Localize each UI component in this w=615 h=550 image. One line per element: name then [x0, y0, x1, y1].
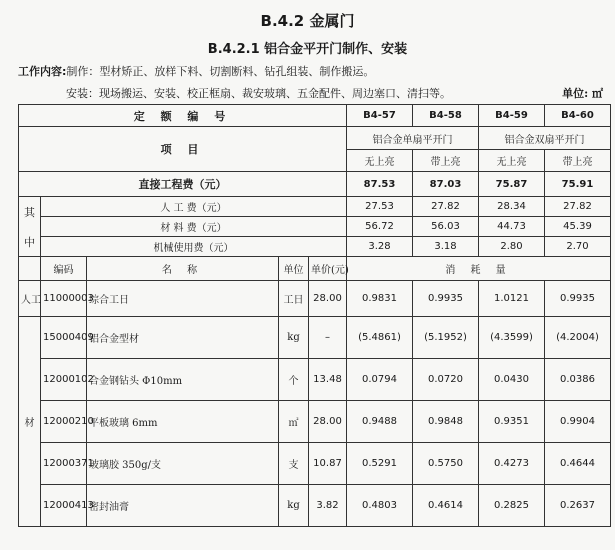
resource-unit: kg — [279, 317, 309, 359]
resource-price: 13.48 — [309, 359, 347, 401]
group-header-double: 铝合金双扇平开门 — [479, 127, 611, 150]
qizhong-char-2: 中 — [24, 235, 35, 249]
resource-code: 15000409 — [41, 317, 87, 359]
resource-name: 合金钢钻头 Φ10mm — [87, 359, 279, 401]
quota-code-label: 定 额 编 号 — [19, 105, 347, 127]
resource-price: 10.87 — [309, 443, 347, 485]
direct-cost-value: 75.87 — [479, 172, 545, 197]
labor-cost-value: 27.53 — [347, 197, 413, 217]
consumption-value: (5.4861) — [347, 317, 413, 359]
consumption-value: 0.9351 — [479, 401, 545, 443]
resource-unit: 个 — [279, 359, 309, 401]
col-header-price: 单价(元) — [309, 257, 347, 281]
direct-cost-value: 75.91 — [545, 172, 611, 197]
resource-code: 12000210 — [41, 401, 87, 443]
consumption-value: 0.2637 — [545, 485, 611, 527]
quota-table — [18, 104, 611, 527]
labor-cost-value: 28.34 — [479, 197, 545, 217]
work-content-line-1 — [18, 63, 374, 79]
labor-cost-value: 27.82 — [545, 197, 611, 217]
material-cost-value: 44.73 — [479, 217, 545, 237]
resource-price: – — [309, 317, 347, 359]
sub-header: 带上亮 — [545, 150, 611, 172]
material-cost-value: 56.03 — [413, 217, 479, 237]
consumption-value: 0.4803 — [347, 485, 413, 527]
resource-name: 铝合金型材 — [87, 317, 279, 359]
empty-cell — [19, 257, 41, 281]
work-content-label: 工作内容: — [18, 65, 67, 78]
consumption-value: 0.9848 — [413, 401, 479, 443]
resource-name: 玻璃胶 350g/支 — [87, 443, 279, 485]
consumption-value: 0.4644 — [545, 443, 611, 485]
consumption-value: 0.0794 — [347, 359, 413, 401]
category-material: 材 — [19, 317, 41, 527]
consumption-value: 0.5750 — [413, 443, 479, 485]
resource-code: 12000102 — [41, 359, 87, 401]
machine-cost-value: 2.80 — [479, 237, 545, 257]
consumption-value: 0.4273 — [479, 443, 545, 485]
material-cost-value: 56.72 — [347, 217, 413, 237]
consumption-value: 0.9935 — [413, 281, 479, 317]
col-header-code: 编码 — [41, 257, 87, 281]
resource-code: 12000371 — [41, 443, 87, 485]
machine-cost-value: 3.18 — [413, 237, 479, 257]
code-cell: B4-57 — [347, 105, 413, 127]
consumption-value: 0.0430 — [479, 359, 545, 401]
sub-header: 无上亮 — [479, 150, 545, 172]
category-labor: 人工 — [19, 281, 41, 317]
resource-unit: ㎡ — [279, 401, 309, 443]
machine-cost-value: 3.28 — [347, 237, 413, 257]
consumption-value: 0.2825 — [479, 485, 545, 527]
direct-cost-value: 87.53 — [347, 172, 413, 197]
material-cost-value: 45.39 — [545, 217, 611, 237]
labor-cost-label: 人 工 费（元） — [41, 197, 347, 217]
consumption-value: 0.4614 — [413, 485, 479, 527]
col-header-unit: 单位 — [279, 257, 309, 281]
direct-cost-label: 直接工程费（元） — [19, 172, 347, 197]
labor-cost-value: 27.82 — [413, 197, 479, 217]
resource-price: 3.82 — [309, 485, 347, 527]
resource-price: 28.00 — [309, 281, 347, 317]
resource-unit: 支 — [279, 443, 309, 485]
group-header-single: 铝合金单扇平开门 — [347, 127, 479, 150]
sub-header: 带上亮 — [413, 150, 479, 172]
qizhong-char-1: 其 — [24, 205, 35, 219]
resource-unit: kg — [279, 485, 309, 527]
machine-cost-label: 机械使用费（元） — [41, 237, 347, 257]
consumption-value: 0.0720 — [413, 359, 479, 401]
code-cell: B4-58 — [413, 105, 479, 127]
subsection-title: B.4.2.1 铝合金平开门制作、安装 — [207, 42, 408, 57]
work-content-line-2: 安装：现场搬运、安装、校正框扇、裁安玻璃、五金配件、周边塞口、清扫等。 — [66, 87, 451, 100]
consumption-value: 0.9935 — [545, 281, 611, 317]
col-header-consumption: 消 耗 量 — [347, 257, 611, 281]
consumption-value: 0.9904 — [545, 401, 611, 443]
consumption-value: (4.3599) — [479, 317, 545, 359]
resource-name: 密封油膏 — [87, 485, 279, 527]
consumption-value: (4.2004) — [545, 317, 611, 359]
code-cell: B4-59 — [479, 105, 545, 127]
unit-label: 单位: ㎡ — [562, 87, 603, 100]
consumption-value: 1.0121 — [479, 281, 545, 317]
resource-name: 平板玻璃 6mm — [87, 401, 279, 443]
consumption-value: (5.1952) — [413, 317, 479, 359]
section-title: B.4.2 金属门 — [260, 12, 355, 30]
material-cost-label: 材 料 费（元） — [41, 217, 347, 237]
code-cell: B4-60 — [545, 105, 611, 127]
consumption-value: 0.9831 — [347, 281, 413, 317]
resource-price: 28.00 — [309, 401, 347, 443]
item-label: 项 目 — [19, 127, 347, 172]
resource-unit: 工日 — [279, 281, 309, 317]
consumption-value: 0.9488 — [347, 401, 413, 443]
consumption-value: 0.0386 — [545, 359, 611, 401]
resource-code: 11000003 — [41, 281, 87, 317]
machine-cost-value: 2.70 — [545, 237, 611, 257]
resource-name: 综合工日 — [87, 281, 279, 317]
resource-code: 12000413 — [41, 485, 87, 527]
consumption-value: 0.5291 — [347, 443, 413, 485]
work-content-text-1: 制作：型材矫正、放样下料、切割断料、钻孔组装、制作搬运。 — [66, 65, 375, 78]
sub-header: 无上亮 — [347, 150, 413, 172]
qizhong-cell — [19, 197, 41, 257]
direct-cost-value: 87.03 — [413, 172, 479, 197]
col-header-name: 名 称 — [87, 257, 279, 281]
